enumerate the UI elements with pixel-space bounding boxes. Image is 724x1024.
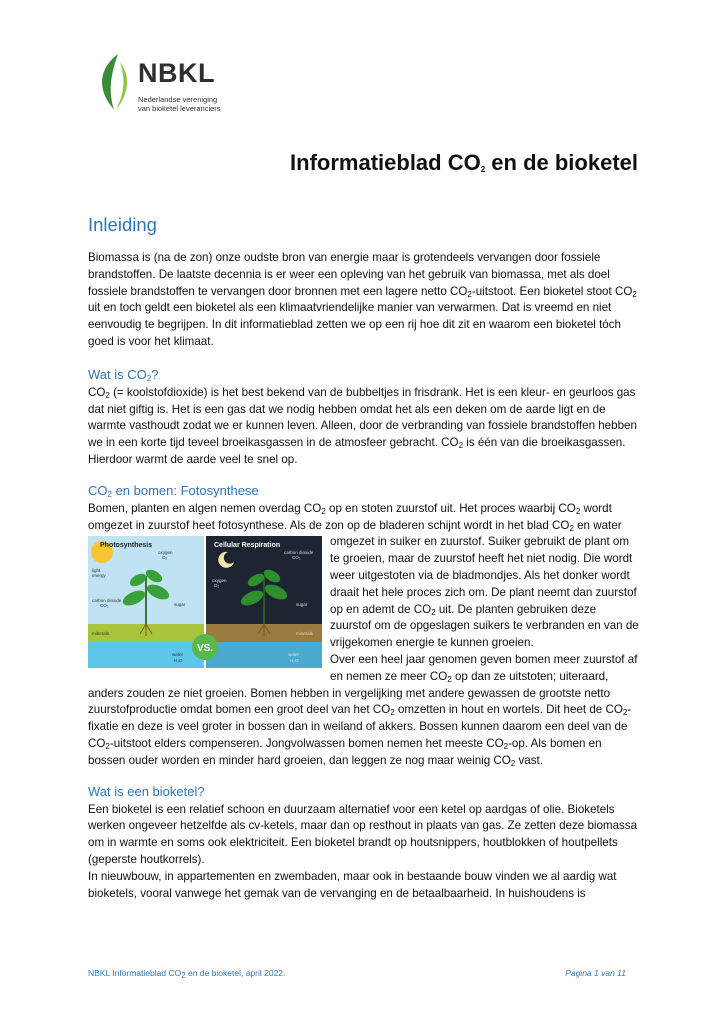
svg-text:carbon dioxide: carbon dioxide <box>92 598 122 604</box>
logo-subtitle-line2: van bioketel leveranciers <box>138 104 221 113</box>
svg-text:minerals: minerals <box>296 631 314 637</box>
svg-text:energy: energy <box>92 573 106 579</box>
logo-name: NBKL <box>138 58 215 88</box>
svg-text:oxygen: oxygen <box>158 550 173 556</box>
co2-paragraph: $CO_2$ (= koolstofdioxide) is het best bekend van de bubbeltjes in frisdrank. Het is een kleur- en geurloos gas dat niet giftig is. Het is een gas dat we nodig hebben omdat het als een deken om de aarde ligt en de warmte vasthoudt zodat we er kunnen leven. Alleen, door de verbranding van fossiele brandstoffen hebben we in een korte tijd teveel broeikasgassen in de atmosfeer gebracht. $CO_2$ is één van die broeikasgassen. Hierdoor warmt de aarde veel te snel op. <box>88 385 637 466</box>
leaf-logo-icon <box>96 52 136 112</box>
section-heading-inleiding: Inleiding <box>88 214 157 235</box>
svg-text:Photosynthesis: Photosynthesis <box>100 542 153 550</box>
nbkl-logo <box>96 52 236 116</box>
document-title: Informatieblad $CO_2$ en de bioketel <box>290 150 638 175</box>
photosynthesis-vs-respiration-figure <box>88 536 322 668</box>
svg-text:sugar: sugar <box>296 602 308 608</box>
footer-page-number: Pagina 1 van 11 <box>565 968 626 978</box>
svg-text:light: light <box>92 568 101 574</box>
svg-text:water: water <box>288 652 300 658</box>
trees-paragraph: Bomen, planten en algen nemen overdag $CO_2$ op en stoten zuurstof uit. Het proces waarbij $CO_2$ wordt omgezet in zuurstof heet fotosynthese. Als de zon op de bladeren schijnt wordt in het blad $CO_2$ VS. Photosynthesis Cellular Respiration oxygen O₂ light energy carbon dioxide CO₂ sugar minerals water H₂O carbon dioxide CO₂ oxygen O₂ sugar minerals water H₂O en water omgezet in suiker en zuurstof. Suiker gebruikt de plant om te groeien, maar de zuurstof heeft het niet nodig. Die wordt weer uitgestoten via de bladmondjes. Als het donker wordt draait het hele proces zich om. De plant neemt dan zuurstof op en ademt de $CO_2$ uit. De planten gebruiken deze zuurstof om de opgeslagen suikers te verbranden en van de vrijgekomen energie te kunnen groeien. <box>88 501 640 652</box>
bioketel-paragraph-1: Een bioketel is een relatief schoon en duurzaam alternatief voor een ketel op aardgas of olie. Bioketels werken ongeveer hetzelfde als cv-ketels, maar dan op resthout in plaats van gas. Ze zetten deze biomassa om in warmte en soms ook elektriciteit. Een bioketel brandt op houtsnippers, houtblokken of houtpellets (geperste houtkorrels). <box>88 802 638 866</box>
svg-text:CO₂: CO₂ <box>292 555 301 561</box>
svg-text:H₂O: H₂O <box>174 658 183 664</box>
section-heading-wat-is-co2: Wat is $CO_2$? <box>88 366 159 383</box>
trees-paragraph-2: Over een heel jaar genomen geven bomen meer zuurstof af en nemen ze meer $CO_2$ op dan ze uitstoten; uiteraard, anders zouden ze niet groeien. Bomen hebben in vergelijking met andere gewassen de grootste netto zuurstofproductie omdat bomen een groot deel van het $CO_2$ omzetten in hout en wortels. Dit heet de $CO_2$-fixatie en deze is veel groter in bossen dan in weiland of akkers. Bossen kunnen daarom een deel van de $CO_2$-uitstoot elders compenseren. Jongvolwassen bomen nemen het meeste $CO_2-op$. Als bomen en bossen ouder worden en minder hard groeien, dan leggen ze nog maar weinig $CO_2$ vast. <box>88 652 638 768</box>
footer-document-info: NBKL Informatieblad $CO_2$ en de bioketel, april 2022. <box>88 968 286 980</box>
bioketel-paragraph-2: In nieuwbouw, in appartementen en zwembaden, maar ook in bestaande bouw vinden we al aardig wat bioketels, vooral vanwege het gemak van de vervanging en de betaalbaarheid. In huishoudens is <box>88 869 617 900</box>
svg-text:VS.: VS. <box>196 643 214 655</box>
section-heading-wat-is-een-bioketel: Wat is een bioketel? <box>88 783 205 799</box>
intro-paragraph: Biomassa is (na de zon) onze oudste bron van energie maar is grotendeels vervangen door fossiele brandstoffen. De laatste decennia is er weer een opleving van het gebruik van biomassa, met als doel fossiele brandstoffen te vervangen door bronnen met een lagere netto $CO_2$-uitstoot. Een bioketel stoot $CO_2$ uit en toch geldt een bioketel als een klimaatvriendelijke manier van verwarmen. Dat is vreemd en niet eenvoudig te begrijpen. In dit informatieblad zetten we op een rij hoe dit zit en waarom een bioketel tóch goed is voor het klimaat. <box>88 251 637 348</box>
svg-text:Cellular Respiration: Cellular Respiration <box>214 542 281 550</box>
svg-text:oxygen: oxygen <box>212 578 227 584</box>
svg-text:H₂O: H₂O <box>290 658 299 664</box>
svg-text:CO₂: CO₂ <box>100 603 109 609</box>
svg-text:O₂: O₂ <box>162 555 168 561</box>
logo-subtitle-line1: Nederlandse vereniging <box>138 95 218 104</box>
section-heading-co2-en-bomen: $CO_2$ en bomen: Fotosynthese <box>88 482 259 499</box>
svg-text:carbon dioxide: carbon dioxide <box>284 550 314 556</box>
svg-text:water: water <box>172 652 184 658</box>
svg-text:minerals: minerals <box>92 631 110 637</box>
svg-text:O₂: O₂ <box>214 583 220 589</box>
document-body <box>88 214 640 902</box>
logo-subtitle <box>138 95 221 113</box>
svg-text:sugar: sugar <box>174 602 186 608</box>
